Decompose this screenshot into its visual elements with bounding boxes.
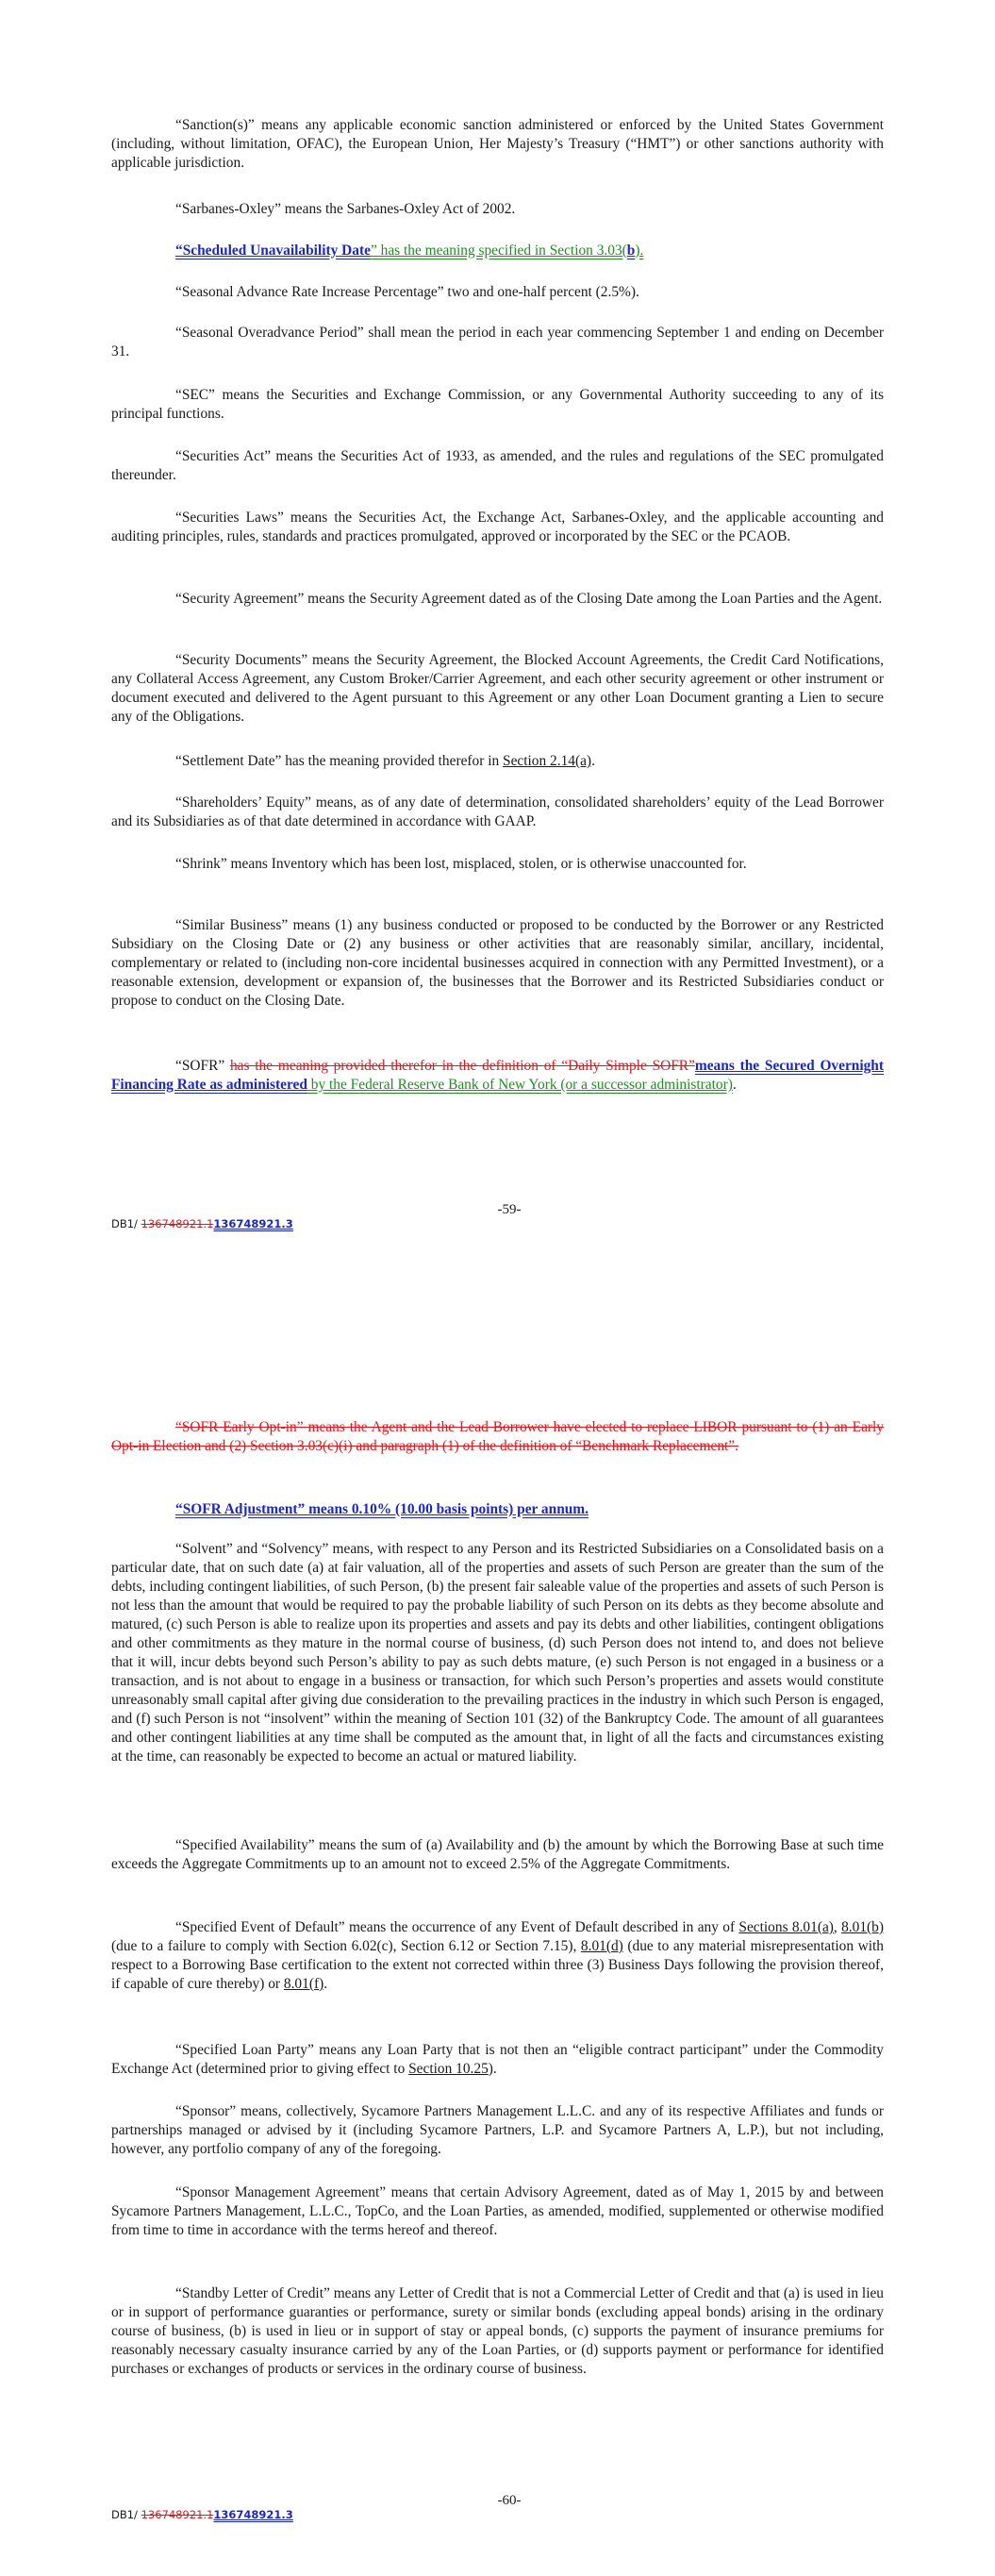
definition-similar-business: “Similar Business” means (1) any business conducted or proposed to be conducted by the Borrower or any Restricted Subsidiary on the Closing Date or (2) any business or other activities that are reasonably similar, ancillary, incidental, complementary or related to (including non-core incidental businesses acquired in connection with any Permitted Investment), or a reasonable extension, development or expansion of, the businesses that the Borrower and its Restricted Subsidiaries conduct or propose to conduct on the Closing Date. [111,917,884,1009]
page-number: -59- [497,1202,522,1217]
section-reference: Section 2.14(a) [503,753,592,769]
definition-security-documents: “Security Documents” means the Security Agreement, the Blocked Account Agreements, the Credit Card Notifications, any Collateral Access Agreement, any Custom Broker/Carrier Agreement, and each other security agreement or other instrument or document executed and delivered to the Agent pursuant to this Agreement or any other Loan Document granting a Lien to secure any of the Obligations. [111,652,884,725]
definition-securities-laws: “Securities Laws” means the Securities Act, the Exchange Act, Sarbanes-Oxley, and the applicable accounting and auditing principles, rules, standards and practices promulgated, approved or incorporated by the SEC or the PCAOB. [111,510,884,544]
inserted-text: 136748921.3 [213,1217,293,1230]
deleted-text: 136748921.1 [141,1217,214,1230]
document-id-footer [111,2505,293,2524]
inserted-text: 136748921.3 [213,2508,293,2521]
definition-scheduled-unavailability-date [111,242,884,260]
definition-shrink: “Shrink” means Inventory which has been lost, misplaced, stolen, or is otherwise unaccounted for. [175,856,747,872]
text: “Settlement Date” has the meaning provided therefor in [175,753,504,769]
text: “Specified Event of Default” means the occurrence of any Event of Default described in any of [175,1919,739,1935]
document-id-footer [111,1214,293,1233]
text: . [591,753,595,769]
definition-specified-availability: “Specified Availability” means the sum of (a) Availability and (b) the amount by which the Borrowing Base at such time exceeds the Aggregate Commitments up to an amount not to exceed 2.5% of the Aggregate Commitments. [111,1837,884,1872]
definition-solvent: “Solvent” and “Solvency” means, with respect to any Person and its Restricted Subsidiaries on a Consolidated basis on a particular date, that on such date (a) at fair valuation, all of the properties and assets of such Person are greater than the sum of the debts, including contingent liabilities, of such Person, (b) the present fair saleable value of the properties and assets of such Person is not less than the amount that would be required to pay the probable liability of such Person on its debts as they become absolute and matured, (c) such Person is able to realize upon its properties and assets and pay its debts and other liabilities, contingent obligations and other commitments as they mature in the normal course of business, (d) such Person does not intend to, and does not believe that it will, incur debts beyond such Person’s ability to pay as such debts mature, (e) such Person is not engaged in a business or a transaction, and is not about to engage in a business or transaction, for which such Person’s properties and assets would constitute unreasonably small capital after giving due consideration to the prevailing practices in the industry in which such Person is engaged, and (f) such Person is not “insolvent” within the meaning of Section 101 (32) of the Bankruptcy Code. The amount of all guarantees and other contingent liabilities at any time shall be computed as the amount that, in light of all the facts and circumstances existing at the time, can reasonably be expected to become an actual or matured liability. [111,1541,884,1765]
definition-sponsor: “Sponsor” means, collectively, Sycamore Partners Management L.L.C. and any of its respective Affiliates and funds or partnerships managed or advised by it (including Sycamore Partners, L.P. and Sycamore Partners A, L.P.), but not including, however, any portfolio company of any of the foregoing. [111,2103,884,2157]
text: , [833,1919,842,1935]
definition-sofr-adjustment [111,1500,884,1519]
inserted-text: “Scheduled Unavailability Date [175,243,371,259]
text: . [323,1976,328,1992]
moved-text: ). [635,243,644,259]
inserted-text: b [626,243,636,259]
definition-seasonal-advance-rate: “Seasonal Advance Rate Increase Percentage” two and one-half percent (2.5%). [175,284,639,300]
section-reference: 8.01(b) [841,1919,884,1935]
definition-sofr-early-opt-in [111,1418,884,1456]
text: “SOFR” [175,1058,230,1074]
text: DB1/ [111,2508,141,2521]
inserted-text: means the Secured Overnight Financing Rate as administered [111,1058,884,1093]
section-reference: 8.01(f) [283,1976,324,1992]
definition-sec: “SEC” means the Securities and Exchange Commission, or any Governmental Authority succeeding to any of its principal functions. [111,387,884,422]
deleted-text: “SOFR Early Opt-in” means the Agent and the Lead Borrower have elected to replace LIBOR pursuant to (1) an Early Opt-in Election and (2) Section 3.03(c)(i) and paragraph (1) of the definition of “Benchmark Replacement”. [111,1419,884,1454]
moved-text: by the Federal Reserve Bank of New York (or a successor administrator) [307,1077,733,1093]
definition-security-agreement: “Security Agreement” means the Security Agreement dated as of the Closing Date among the Loan Parties and the Agent. [175,591,883,607]
inserted-text: “SOFR Adjustment” means 0.10% (10.00 basis points) per annum. [175,1501,589,1517]
definition-sarbanes-oxley: “Sarbanes-Oxley” means the Sarbanes-Oxley Act of 2002. [175,201,516,217]
text: “Specified Loan Party” means any Loan Party that is not then an “eligible contract participant” under the Commodity Exchange Act (determined prior to giving effect to [111,2042,884,2077]
definition-sanctions: “Sanction(s)” means any applicable economic sanction administered or enforced by the United States Government (including, without limitation, OFAC), the European Union, Her Majesty’s Treasury (“HMT”) or other sanctions authority with applicable jurisdiction. [111,117,884,171]
deleted-text: has the meaning provided therefor in the definition of “Daily Simple SOFR” [229,1058,695,1074]
definition-seasonal-overadvance-period: “Seasonal Overadvance Period” shall mean the period in each year commencing September 1 and ending on December 31. [111,325,884,360]
section-reference: Section 10.25 [408,2061,489,2077]
moved-text: ” has the meaning specified in Section 3.03( [370,243,627,259]
page-number: -60- [497,2493,522,2508]
definition-settlement-date [111,752,884,771]
section-reference: Sections 8.01(a) [738,1919,834,1935]
definition-standby-letter-of-credit: “Standby Letter of Credit” means any Letter of Credit that is not a Commercial Letter of Credit and that (a) is used in lieu or in support of performance guaranties or performance, surety or similar bonds (excluding appeal bonds) arising in the ordinary course of business, (b) is used in lieu or in support of stay or appeal bonds, (c) supports the payment of insurance premiums for reasonably necessary casualty insurance carried by any of the Loan Parties, or (d) supports payment or performance for identified purchases or exchanges of products or services in the ordinary course of business. [111,2285,884,2377]
definition-specified-event-of-default [111,1918,884,1994]
text: (due to a failure to comply with Section 6.02(c), Section 6.12 or Section 7.15), [111,1938,581,1954]
definition-sofr [111,1057,884,1095]
definition-securities-act: “Securities Act” means the Securities Act of 1933, as amended, and the rules and regulations of the SEC promulgated thereunder. [111,448,884,483]
definition-shareholders-equity: “Shareholders’ Equity” means, as of any date of determination, consolidated shareholders’ equity of the Lead Borrower and its Subsidiaries as of that date determined in accordance with GAAP. [111,795,884,829]
text: DB1/ [111,1217,141,1230]
text: . [732,1077,737,1093]
text: (due to any material misrepresentation with respect to a Borrowing Base certification to the extent not corrected within three (3) Business Days following the provision thereof, if capable of cure thereby) or [111,1938,884,1992]
definition-specified-loan-party [111,2041,884,2079]
definition-sponsor-management-agreement: “Sponsor Management Agreement” means that certain Advisory Agreement, dated as of May 1, 2015 by and between Sycamore Partners Management, L.L.C., TopCo, and the Loan Parties, as amended, modified, supplemented or otherwise modified from time to time in accordance with the terms hereof and thereof. [111,2184,884,2238]
deleted-text: 136748921.1 [141,2508,214,2521]
text: ). [488,2061,497,2077]
section-reference: 8.01(d) [580,1938,623,1954]
